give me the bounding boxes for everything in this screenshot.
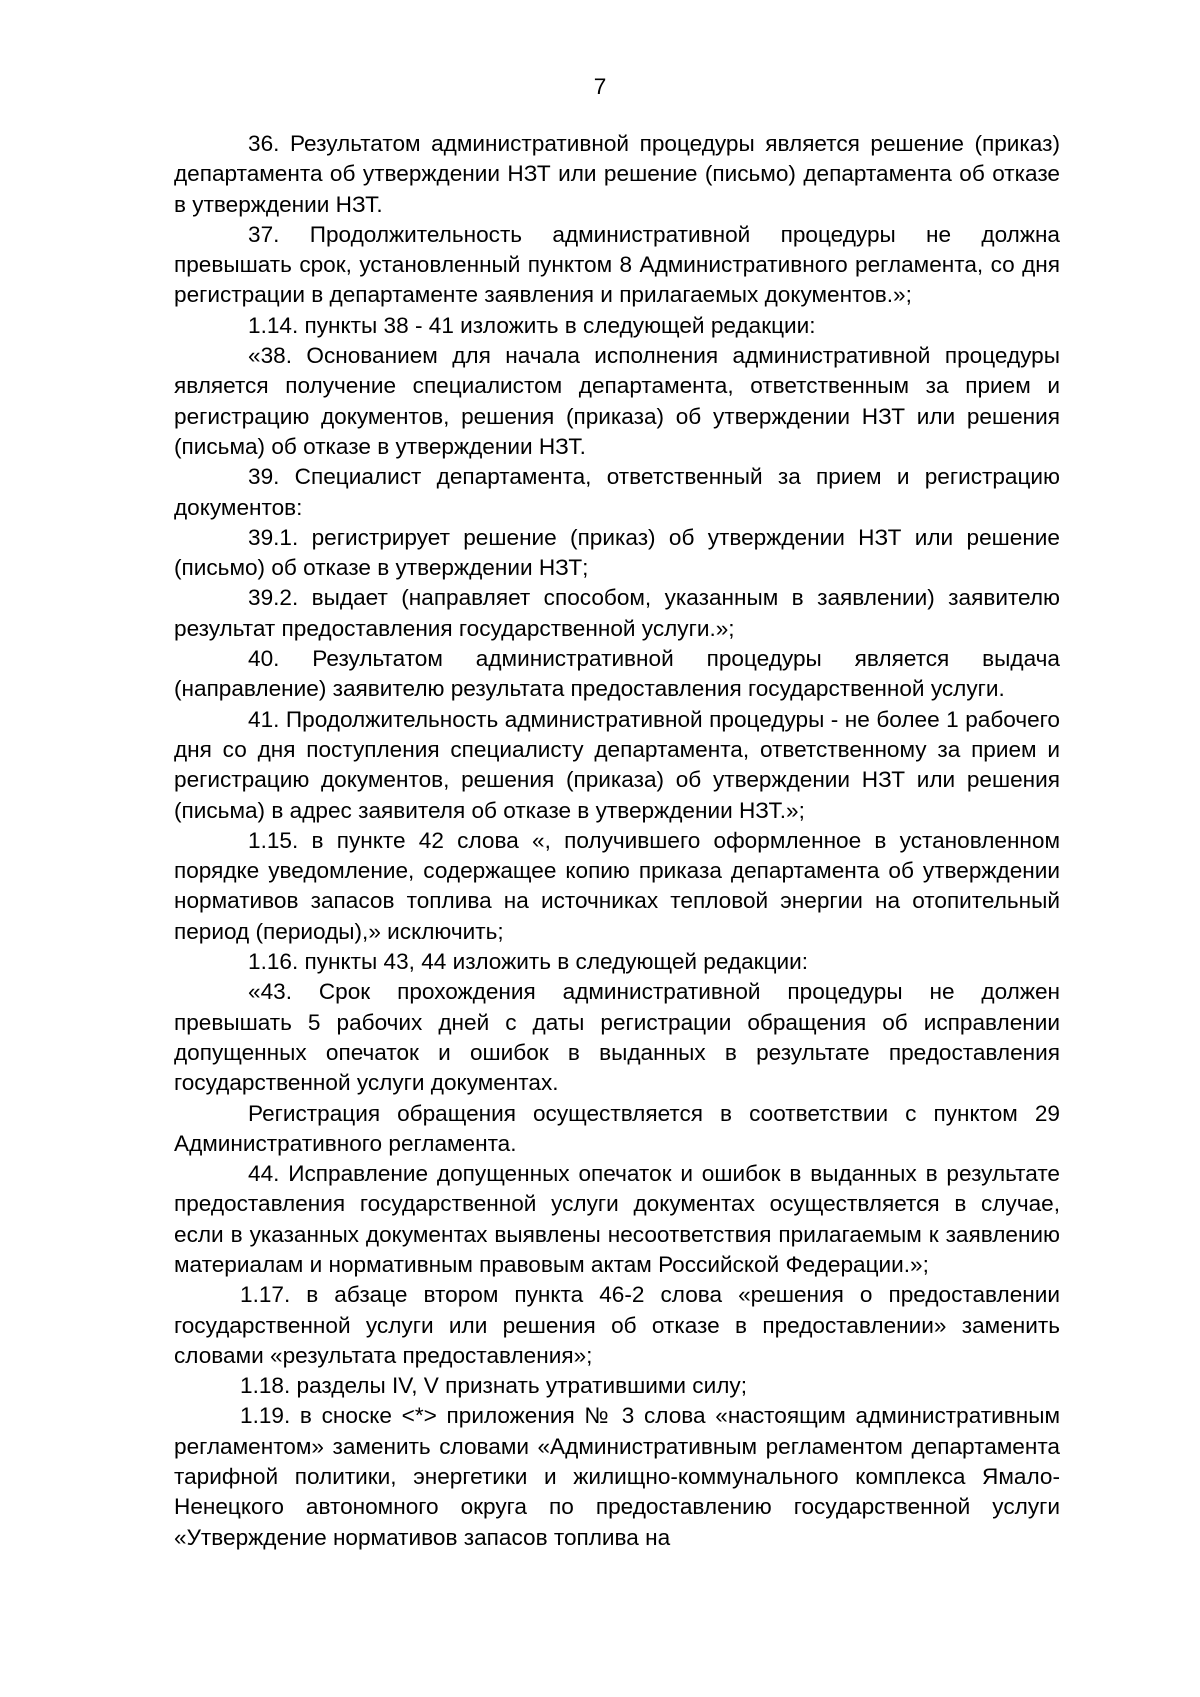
paragraph-1-16: 1.16. пункты 43, 44 изложить в следующей редакции:: [248, 949, 809, 975]
paragraph-1-15: 1.15. в пункте 42 слова «, получившего оформленное в установленном порядке уведомление, содержащее копию приказа департамента об утверждении нормативов запасов топлива на источниках тепловой энергии на отопительный период (периоды),» исключить;: [174, 827, 1060, 944]
paragraph-1-17: 1.17. в абзаце втором пункта 46-2 слова «решения о предоставлении государственной услуги или решения об отказе в предоставлении» заменить словами «результата предоставления»;: [174, 1282, 1060, 1368]
paragraph-43: «43. Срок прохождения административной процедуры не должен превышать 5 рабочих дней с даты регистрации обращения об исправлении допущенных опечаток и ошибок в выданных в результате предоставления государственной услуги документах.: [174, 979, 1060, 1096]
paragraph-39-2: 39.2. выдает (направляет способом, указанным в заявлении) заявителю результат предоставления государственной услуги.»;: [174, 585, 1060, 641]
paragraph-1-18: 1.18. разделы IV, V признать утратившими силу;: [240, 1373, 747, 1399]
page-number: 7: [593, 74, 607, 99]
paragraph-43-registration: Регистрация обращения осуществляется в соответствии с пунктом 29 Административного регламента.: [174, 1100, 1060, 1156]
paragraph-41: 41. Продолжительность административной процедуры - не более 1 рабочего дня со дня поступления специалисту департамента, ответственному за прием и регистрацию документов, решения (приказа) об утверждении НЗТ или решения (письма) в адрес заявителя об отказе в утверждении НЗТ.»;: [174, 706, 1060, 823]
document-body: [174, 129, 1060, 1553]
paragraph-36: 36. Результатом административной процедуры является решение (приказ) департамента об утверждении НЗТ или решение (письмо) департамента об отказе в утверждении НЗТ.: [174, 131, 1060, 217]
paragraph-39-1: 39.1. регистрирует решение (приказ) об утверждении НЗТ или решение (письмо) об отказе в утверждении НЗТ;: [174, 524, 1060, 581]
paragraph-37: 37. Продолжительность административной процедуры не должна превышать срок, установленный пунктом 8 Административного регламента, со дня регистрации в департаменте заявления и прилагаемых документов.»;: [174, 221, 1060, 308]
paragraph-40: 40. Результатом административной процедуры является выдача (направление) заявителю результата предоставления государственной услуги.: [174, 646, 1060, 702]
paragraph-44: 44. Исправление допущенных опечаток и ошибок в выданных в результате предоставления государственной услуги документах осуществляется в случае, если в указанных документах выявлены несоответствия прилагаемым к заявлению материалам и нормативным правовым актам Российской Федерации.»;: [174, 1161, 1060, 1277]
paragraph-39: 39. Специалист департамента, ответственный за прием и регистрацию документов:: [174, 464, 1060, 520]
paragraph-1-14: 1.14. пункты 38 - 41 изложить в следующей редакции:: [248, 312, 816, 338]
paragraph-38: «38. Основанием для начала исполнения административной процедуры является получение специалистом департамента, ответственным за прием и регистрацию документов, решения (приказа) об утверждении НЗТ или решения (письма) об отказе в утверждении НЗТ.: [174, 343, 1060, 459]
paragraph-1-19: 1.19. в сноске <*> приложения № 3 слова «настоящим административным регламентом» заменить словами «Административным регламентом департамента тарифной политики, энергетики и жилищно-коммунального комплекса Ямало-Ненецкого автономного округа по предоставлению государственной услуги «Утверждение нормативов запасов топлива на: [174, 1403, 1060, 1550]
